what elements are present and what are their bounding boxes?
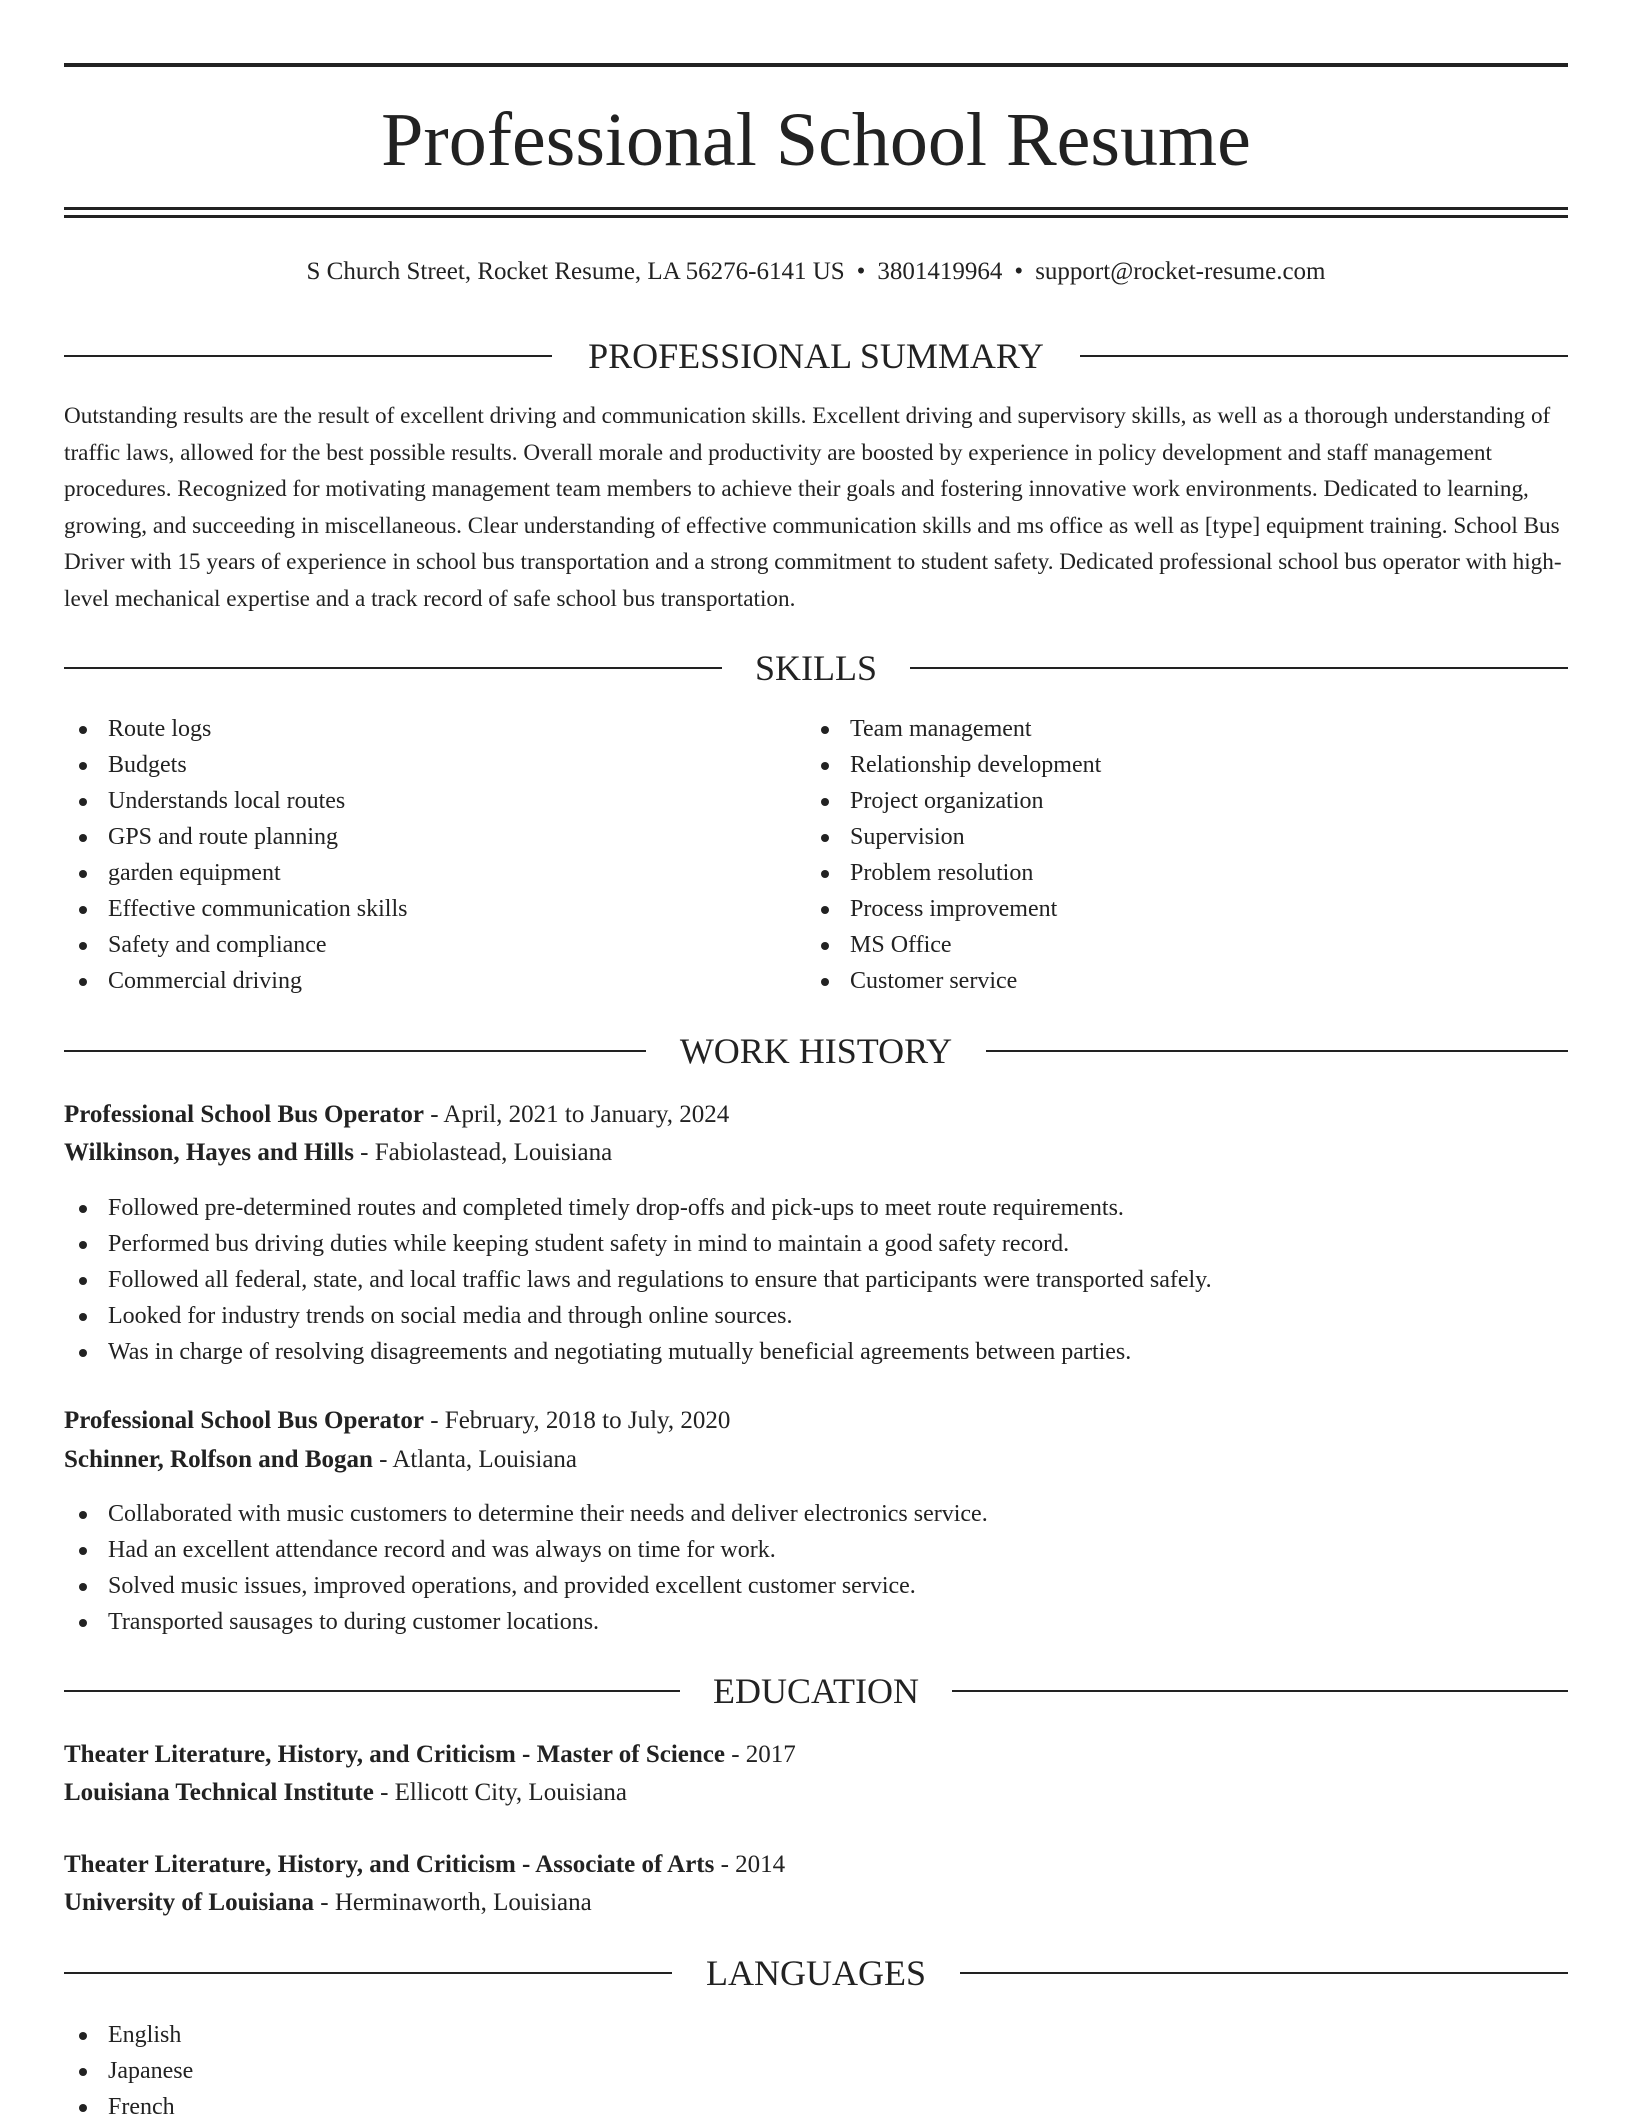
job-company-line bbox=[64, 1442, 577, 1478]
job-company-line bbox=[64, 1135, 612, 1171]
school-line bbox=[64, 1775, 627, 1811]
job-title-line bbox=[64, 1097, 729, 1133]
degree-line bbox=[64, 1737, 796, 1773]
degree: Theater Literature, History, and Criticism - Associate of Arts bbox=[64, 1851, 715, 1878]
job-company: Wilkinson, Hayes and Hills bbox=[64, 1139, 354, 1166]
skill-item: Commercial driving bbox=[64, 963, 764, 999]
job-bullets bbox=[64, 1496, 1568, 1640]
education-heading-label: EDUCATION bbox=[681, 1671, 951, 1711]
skills-list-left bbox=[64, 711, 764, 999]
language-item: French bbox=[64, 2089, 764, 2125]
school-location: - Ellicott City, Louisiana bbox=[373, 1779, 628, 1806]
skill-item: Supervision bbox=[806, 819, 1506, 855]
contact-separator: • bbox=[1014, 258, 1024, 285]
summary-text: Outstanding results are the result of excellent driving and communication skills. Excellent driving and supervisory skills, as well as a thorough understanding of traffic laws, allowed for the best possible results. Overall morale and productivity are boosted by experience in policy development and staff management procedures. Recognized for motivating management team members to achieve their goals and fostering innovative work environments. Dedicated to learning, growing, and succeeding in miscellaneous. Clear understanding of effective communication skills and ms office as well as [type] equipment training. School Bus Driver with 15 years of experience in school bus transportation and a strong commitment to student safety. Dedicated professional school bus operator with high-level mechanical expertise and a track record of safe school bus transportation. bbox=[64, 403, 1562, 612]
contact-line bbox=[64, 255, 1568, 289]
job-title: Professional School Bus Operator bbox=[64, 1101, 424, 1128]
skill-item: Understands local routes bbox=[64, 783, 764, 819]
education-heading bbox=[64, 1669, 1568, 1713]
contact-phone: 3801419964 bbox=[877, 258, 1003, 285]
summary-heading-label: PROFESSIONAL SUMMARY bbox=[556, 336, 1076, 376]
skill-item: Relationship development bbox=[806, 747, 1506, 783]
languages-list bbox=[64, 2017, 764, 2125]
contact-separator: • bbox=[856, 258, 866, 285]
skill-item: Customer service bbox=[806, 963, 1506, 999]
contact-email: support@rocket-resume.com bbox=[1035, 258, 1326, 285]
degree-line bbox=[64, 1847, 785, 1883]
job-bullet: Transported sausages to during customer locations. bbox=[64, 1604, 1568, 1640]
skills-list-right bbox=[806, 711, 1506, 999]
skill-item: Effective communication skills bbox=[64, 891, 764, 927]
header-double-rule-top bbox=[64, 207, 1568, 210]
degree: Theater Literature, History, and Criticism - Master of Science bbox=[64, 1741, 725, 1768]
skill-item: Project organization bbox=[806, 783, 1506, 819]
school-line bbox=[64, 1885, 592, 1921]
header-top-rule bbox=[64, 63, 1568, 67]
job-bullet: Had an excellent attendance record and was always on time for work. bbox=[64, 1532, 1568, 1568]
skill-item: Process improvement bbox=[806, 891, 1506, 927]
school: Louisiana Technical Institute bbox=[64, 1779, 374, 1806]
job-bullet: Was in charge of resolving disagreements and negotiating mutually beneficial agreements between parties. bbox=[64, 1334, 1568, 1370]
school: University of Louisiana bbox=[64, 1889, 315, 1916]
degree-year: - 2017 bbox=[724, 1741, 796, 1768]
job-bullet: Performed bus driving duties while keeping student safety in mind to maintain a good safety record. bbox=[64, 1226, 1568, 1262]
header-double-rule-bottom bbox=[64, 215, 1568, 218]
resume-title: Professional School Resume bbox=[381, 98, 1251, 182]
school-location: - Herminaworth, Louisiana bbox=[314, 1889, 592, 1916]
skill-item: Team management bbox=[806, 711, 1506, 747]
languages-heading-label: LANGUAGES bbox=[674, 1953, 958, 1993]
language-item: Japanese bbox=[64, 2053, 764, 2089]
job-dates: - April, 2021 to January, 2024 bbox=[423, 1101, 730, 1128]
work-heading-label: WORK HISTORY bbox=[648, 1031, 984, 1071]
job-dates: - February, 2018 to July, 2020 bbox=[423, 1407, 731, 1434]
contact-address: S Church Street, Rocket Resume, LA 56276-6141 US bbox=[306, 258, 845, 285]
job-location: - Atlanta, Louisiana bbox=[372, 1446, 578, 1473]
job-bullet: Solved music issues, improved operations, and provided excellent customer service. bbox=[64, 1568, 1568, 1604]
work-heading bbox=[64, 1029, 1568, 1073]
skill-item: GPS and route planning bbox=[64, 819, 764, 855]
job-bullets bbox=[64, 1190, 1568, 1370]
languages-heading bbox=[64, 1951, 1568, 1995]
job-bullet: Followed all federal, state, and local traffic laws and regulations to ensure that participants were transported safely. bbox=[64, 1262, 1568, 1298]
skill-item: garden equipment bbox=[64, 855, 764, 891]
skills-heading bbox=[64, 646, 1568, 690]
summary-heading bbox=[64, 334, 1568, 378]
skill-item: Problem resolution bbox=[806, 855, 1506, 891]
skill-item: Safety and compliance bbox=[64, 927, 764, 963]
language-item: English bbox=[64, 2017, 764, 2053]
skill-item: Budgets bbox=[64, 747, 764, 783]
skill-item: MS Office bbox=[806, 927, 1506, 963]
degree-year: - 2014 bbox=[714, 1851, 786, 1878]
job-bullet: Collaborated with music customers to determine their needs and deliver electronics service. bbox=[64, 1496, 1568, 1532]
job-company: Schinner, Rolfson and Bogan bbox=[64, 1446, 373, 1473]
skill-item: Route logs bbox=[64, 711, 764, 747]
job-bullet: Looked for industry trends on social media and through online sources. bbox=[64, 1298, 1568, 1334]
job-bullet: Followed pre-determined routes and completed timely drop-offs and pick-ups to meet route requirements. bbox=[64, 1190, 1568, 1226]
job-location: - Fabiolastead, Louisiana bbox=[353, 1139, 613, 1166]
job-title-line bbox=[64, 1403, 730, 1439]
skills-heading-label: SKILLS bbox=[723, 648, 909, 688]
job-title: Professional School Bus Operator bbox=[64, 1407, 424, 1434]
